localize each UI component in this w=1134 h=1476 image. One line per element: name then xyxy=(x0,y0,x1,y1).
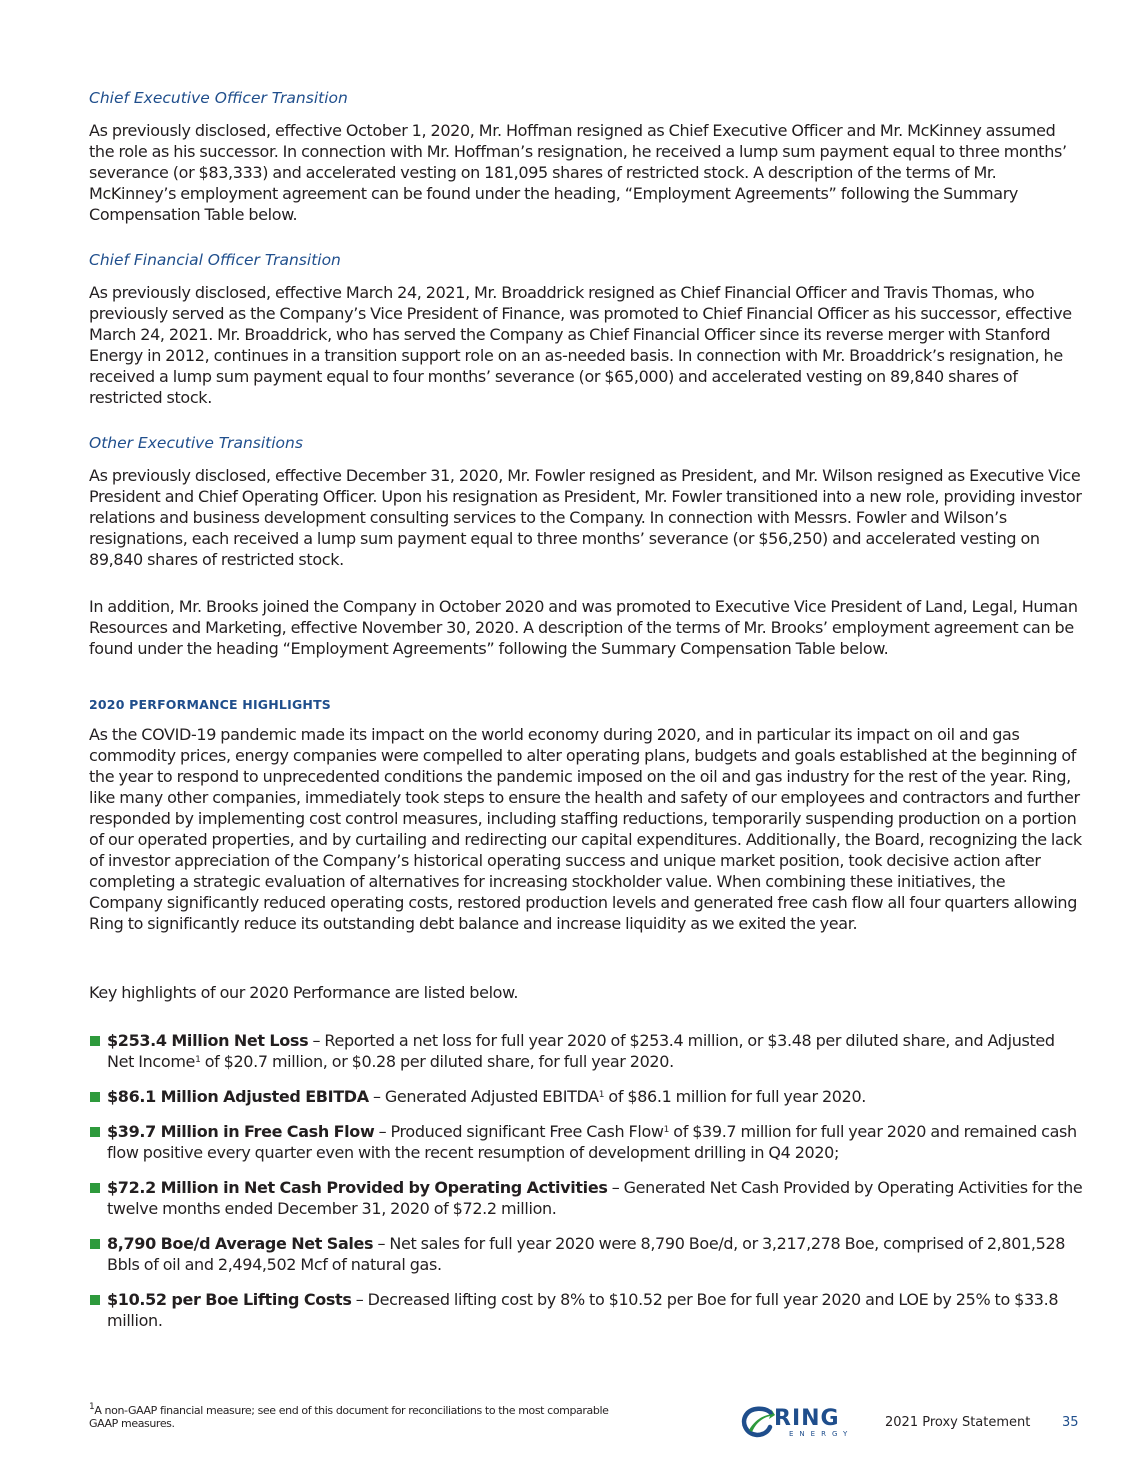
page-number: 35 xyxy=(1062,1415,1079,1430)
list-item: $86.1 Million Adjusted EBITDA – Generated Adjusted EBITDA$^1$ of $86.1 million for full year 2020. xyxy=(89,1086,1083,1107)
bullet-square-icon xyxy=(90,1183,100,1193)
ceo-transition-heading: Chief Executive Officer Transition xyxy=(89,89,348,107)
list-item: $10.52 per Boe Lifting Costs – Decreased lifting cost by 8% to $10.52 per Boe for full year 2020 and LOE by 25% to $33.8 million. xyxy=(89,1289,1083,1331)
list-item: $39.7 Million in Free Cash Flow – Produced significant Free Cash Flow$^1$ of $39.7 million for full year 2020 and remained cash flow positive every quarter even with the recent resumption of development drilling in Q4 2020; xyxy=(89,1121,1083,1163)
ceo-transition-text: As previously disclosed, effective October 1, 2020, Mr. Hoffman resigned as Chief Executive Officer and Mr. McKinney assumed the role as his successor. In connection with Mr. Hoffman’s resignation, he received a lump sum payment equal to three months’ severance (or $83,333) and accelerated vesting on 181,095 shares of restricted stock. A description of the terms of Mr. McKinney’s employment agreement can be found under the heading, “Employment Agreements” following the Summary Compensation Table below. xyxy=(89,121,1067,224)
cfo-transition-heading: Chief Financial Officer Transition xyxy=(89,251,341,269)
document-title: 2021 Proxy Statement xyxy=(885,1415,1031,1430)
highlights-intro: Key highlights of our 2020 Performance are listed below. xyxy=(89,983,519,1002)
list-item: 8,790 Boe/d Average Net Sales – Net sales for full year 2020 were 8,790 Boe/d, or 3,217,278 Boe, comprised of 2,801,528 Bbls of oil and 2,494,502 Mcf of natural gas. xyxy=(89,1233,1083,1275)
brooks-text: In addition, Mr. Brooks joined the Company in October 2020 and was promoted to Executive Vice President of Land, Legal, Human Resources and Marketing, effective November 30, 2020. A description of the terms of Mr. Brooks’ employment agreement can be found under the heading “Employment Agreements” following the Summary Compensation Table below. xyxy=(89,597,1078,658)
other-transitions-text: As previously disclosed, effective December 31, 2020, Mr. Fowler resigned as President, and Mr. Wilson resigned as Executive Vice President and Chief Operating Officer. Upon his resignation as President, Mr. Fowler transitioned into a new role, providing investor relations and business development consulting services to the Company. In connection with Messrs. Fowler and Wilson’s resignations, each received a lump sum payment equal to three months’ severance (or $56,250) and accelerated vesting on 89,840 shares of restricted stock. xyxy=(89,466,1082,569)
logo-subtitle: ENERGY xyxy=(789,1430,854,1438)
list-item: $72.2 Million in Net Cash Provided by Operating Activities – Generated Net Cash Provided by Operating Activities for the twelve months ended December 31, 2020 of $72.2 million. xyxy=(89,1177,1083,1219)
performance-text: As the COVID-19 pandemic made its impact on the world economy during 2020, and in particular its impact on oil and gas commodity prices, energy companies were compelled to alter operating plans, budgets and goals established at the beginning of the year to respond to unprecedented conditions the pandemic imposed on the oil and gas industry for the rest of the year. Ring, like many other companies, immediately took steps to ensure the health and safety of our employees and contractors and further responded by implementing cost control measures, including staffing reductions, temporarily suspending production on a portion of our operated properties, and by curtailing and redirecting our capital expenditures. Additionally, the Board, recognizing the lack of investor appreciation of the Company’s historical operating success and unique market position, took decisive action after completing a strategic evaluation of alternatives for increasing stockholder value. When combining these initiatives, the Company significantly reduced operating costs, restored production levels and generated free cash flow all four quarters allowing Ring to significantly reduce its outstanding debt balance and increase liquidity as we exited the year. xyxy=(89,725,1082,933)
other-transitions-heading: Other Executive Transitions xyxy=(89,434,303,452)
list-item: $253.4 Million Net Loss – Reported a net loss for full year 2020 of $253.4 million, or $3.48 per diluted share, and Adjusted Net Income$^1$ of $20.7 million, or $0.28 per diluted share, for full year 2020. xyxy=(89,1030,1083,1072)
cfo-transition-text: As previously disclosed, effective March 24, 2021, Mr. Broaddrick resigned as Chief Financial Officer and Travis Thomas, who previously served as the Company’s Vice President of Finance, was promoted to Chief Financial Officer as his successor, effective March 24, 2021. Mr. Broaddrick, who has served the Company as Chief Financial Officer since its reverse merger with Stanford Energy in 2012, continues in a transition support role on an as-needed basis. In connection with Mr. Broaddrick’s resignation, he received a lump sum payment equal to four months’ severance (or $65,000) and accelerated vesting on 89,840 shares of restricted stock. xyxy=(89,283,1072,407)
highlights-list xyxy=(89,1030,1083,1331)
logo-wordmark: RING xyxy=(774,1406,840,1431)
ring-energy-logo xyxy=(741,1406,861,1442)
footnote: $^1$A non-GAAP financial measure; see end of this document for reconciliations to the most comparable GAAP measures. xyxy=(89,1402,609,1430)
performance-heading: 2020 PERFORMANCE HIGHLIGHTS xyxy=(89,697,331,712)
bullet-square-icon xyxy=(90,1239,100,1249)
bullet-square-icon xyxy=(90,1092,100,1102)
bullet-square-icon xyxy=(90,1295,100,1305)
bullet-square-icon xyxy=(90,1127,100,1137)
bullet-square-icon xyxy=(90,1036,100,1046)
ring-swoosh-icon xyxy=(741,1406,775,1438)
